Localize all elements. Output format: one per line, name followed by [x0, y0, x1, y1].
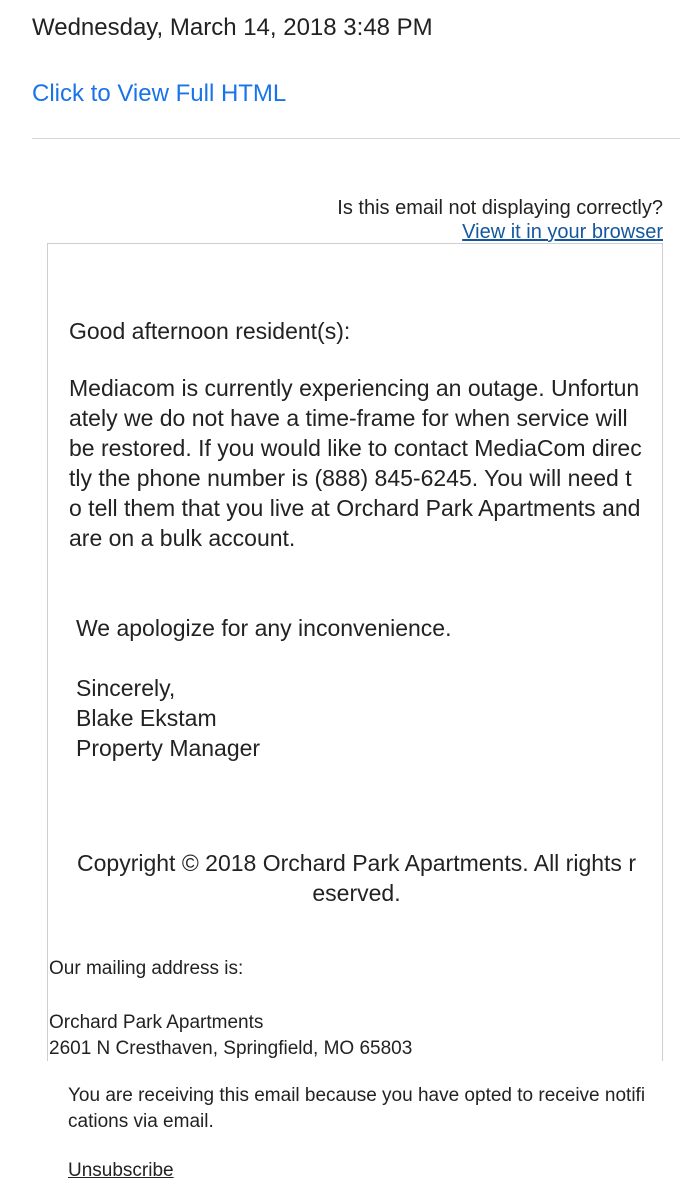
signer-name: Blake Ekstam — [76, 705, 217, 731]
address-street: 2601 N Cresthaven, Springfield, MO 65803 — [49, 1038, 413, 1059]
apology: We apologize for any inconvenience. — [76, 615, 452, 641]
receiving-notice: You are receiving this email because you have opted to receive notifications via email. — [68, 1085, 646, 1132]
unsubscribe-link[interactable]: Unsubscribe — [68, 1160, 174, 1181]
view-in-browser-link[interactable]: View it in your browser — [462, 221, 663, 243]
mailing-address — [49, 1010, 412, 1062]
email-body-card — [47, 243, 663, 1061]
not-displaying-question: Is this email not displaying correctly? — [337, 197, 663, 219]
preheader — [337, 196, 663, 244]
signer-title: Property Manager — [76, 735, 261, 761]
copyright: Copyright © 2018 Orchard Park Apartments. All rights reserved. — [77, 850, 636, 906]
closing: Sincerely, — [76, 675, 176, 701]
header-divider — [32, 138, 680, 139]
email-date: Wednesday, March 14, 2018 3:48 PM — [32, 14, 433, 41]
view-full-html-link[interactable]: Click to View Full HTML — [32, 80, 287, 107]
greeting: Good afternoon resident(s): — [69, 318, 351, 344]
signature — [76, 673, 651, 763]
message-body: Mediacom is currently experiencing an outage. Unfortunately we do not have a time-frame for when service will be restored. If you would like to contact MediaCom directly the phone number is (888) 845-6245. You will need to tell them that you live at Orchard Park Apartments and are on a bulk account. — [69, 375, 642, 551]
mailing-address-label: Our mailing address is: — [49, 958, 244, 979]
address-name: Orchard Park Apartments — [49, 1012, 264, 1033]
